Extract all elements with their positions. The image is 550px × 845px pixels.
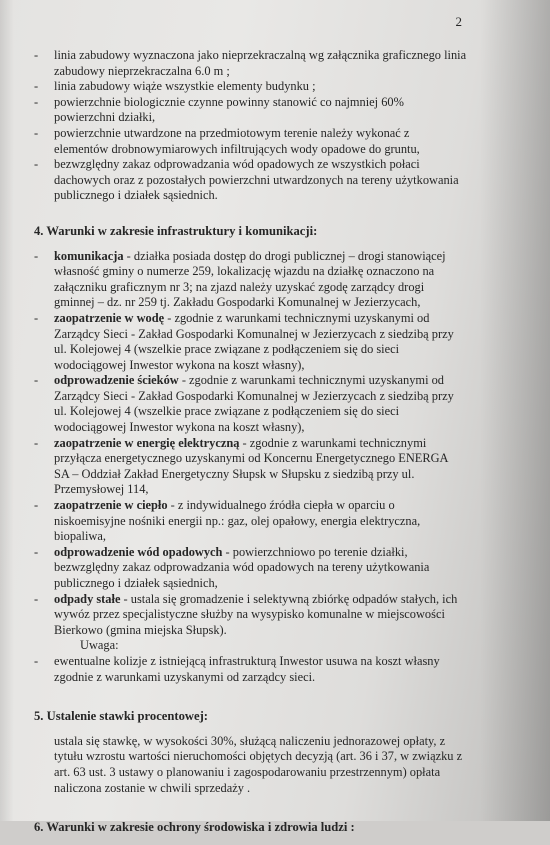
page-number: 2 [455, 14, 462, 29]
list-item [34, 79, 480, 95]
list-item-line: dachowych oraz z pozostałych powierzchni utwardzonych na tereny użytkowania [54, 172, 459, 187]
infrastructure-item-line [54, 249, 480, 265]
list-item [34, 126, 480, 157]
bullet-dash: - [34, 94, 39, 109]
infrastructure-item-line [54, 498, 480, 514]
infrastructure-item-line: ul. Kolejowej 4 (wszelkie prace związane z podłączeniem się do sieci [54, 342, 400, 357]
list-item [34, 157, 480, 204]
bullet-dash: - [34, 373, 39, 388]
section-5-line-4: naliczona zostanie w chwili sprzedaży . [54, 780, 251, 795]
infrastructure-item-line [54, 311, 480, 327]
section-5-line-3: art. 63 ust. 3 ustawy o planowaniu i zagospodarowaniu przestrzennym) opłata [54, 764, 441, 779]
list-item [34, 95, 480, 126]
list-item-line: powierzchnie utwardzone na przedmiotowym terenie należy wykonać z [54, 125, 410, 140]
infrastructure-item-line: własność gminy o numerze 259, lokalizację wjazdu na działkę oznaczono na [54, 264, 435, 279]
infrastructure-item-line [54, 373, 480, 389]
note-line-2: zgodnie z warunkami uzyskanymi od zarządcy sieci. [54, 669, 316, 684]
note-item [34, 654, 480, 685]
infrastructure-item-line: bezwzględny zakaz odprowadzania wód opadowych na tereny użytkowania [54, 560, 430, 575]
bullet-dash: - [34, 125, 39, 140]
bullet-dash: - [34, 310, 39, 325]
infrastructure-item [34, 498, 480, 545]
infrastructure-item [34, 373, 480, 435]
bullet-dash: - [34, 544, 39, 559]
note-label: Uwaga: [80, 638, 119, 653]
infrastructure-item-title: zaopatrzenie w wodę [54, 310, 165, 325]
bullet-dash: - [34, 157, 39, 172]
infrastructure-item-line: biopaliwa, [54, 529, 106, 544]
infrastructure-item [34, 436, 480, 498]
infrastructure-item-line: niskoemisyjne nośniki energii np.: gaz, olej opałowy, energia elektryczna, [54, 513, 421, 528]
infrastructure-item-title: odprowadzenie ścieków [54, 373, 179, 388]
infrastructure-item [34, 545, 480, 592]
infrastructure-item-line: Bierkowo (gmina miejska Słupsk). [54, 622, 227, 637]
infrastructure-item-line: SA – Oddział Zakład Energetyczny Słupsk w Słupsku z siedzibą przy ul. [54, 466, 415, 481]
infrastructure-list [34, 249, 480, 639]
infrastructure-item-line [54, 592, 480, 608]
bullet-dash: - [34, 653, 39, 668]
bullet-dash: - [34, 248, 39, 263]
infrastructure-item-line: ul. Kolejowej 4 (wszelkie prace związane z podłączeniem się do sieci [54, 404, 400, 419]
bullet-dash: - [34, 498, 39, 513]
infrastructure-item-title: odprowadzenie wód opadowych [54, 544, 223, 559]
list-item-line: elementów drobnowymiarowych infiltrujących wody opadowe do gruntu, [54, 141, 420, 156]
list-item-line: powierzchnie biologicznie czynne powinny stanowić co najmniej 60% [54, 94, 404, 109]
bullet-dash: - [34, 591, 39, 606]
infrastructure-item-line: wodociągowej Inwestor wykona na koszt własny), [54, 357, 305, 372]
list-item-line: publicznego i działek sąsiednich. [54, 188, 218, 203]
infrastructure-item-line: wywóz przez specjalistyczne służby na wysypisko komunalne w miejscowości [54, 607, 445, 622]
infrastructure-item-line: gminnej – dz. nr 259 tj. Zakładu Gospodarki Komunalnej w Jezierzycach, [54, 295, 421, 310]
infrastructure-item-text: - powierzchniowo po terenie działki, [222, 544, 408, 559]
infrastructure-item-title: komunikacja [54, 248, 124, 263]
infrastructure-item-title: odpady stałe [54, 591, 121, 606]
infrastructure-item-text: - zgodnie z warunkami technicznymi uzyskanymi od [164, 310, 430, 325]
section-5-line-2: tytułu wzrostu wartości nieruchomości objętych decyzją (art. 36 i 37, w związku z [54, 749, 463, 764]
list-item-line: linia zabudowy wiąże wszystkie elementy budynku ; [54, 79, 316, 94]
page-shadow-right [480, 0, 550, 821]
document-body [34, 48, 480, 845]
list-item-line: bezwzględny zakaz odprowadzania wód opadowych ze wszystkich połaci [54, 157, 420, 172]
section-5-heading: 5. Ustalenie stawki procentowej: [34, 709, 208, 724]
infrastructure-item-text: - działka posiada dostęp do drogi publicznej – drogi stanowiącej [123, 248, 446, 263]
section-5-line-1: ustala się stawkę, w wysokości 30%, służącą naliczeniu jednorazowej opłaty, z [54, 733, 446, 748]
infrastructure-item-line: Zarządcy Sieci - Zakład Gospodarki Komunalnej w Jezierzycach z siedzibą przy [54, 326, 454, 341]
bullet-dash: - [34, 48, 39, 62]
infrastructure-item-text: - zgodnie z warunkami technicznymi [239, 435, 427, 450]
building-conditions-list [34, 48, 480, 204]
infrastructure-item-title: zaopatrzenie w energię elektryczną [54, 435, 240, 450]
infrastructure-item-title: zaopatrzenie w ciepło [54, 498, 168, 513]
infrastructure-item [34, 311, 480, 373]
section-4-heading: 4. Warunki w zakresie infrastruktury i komunikacji: [34, 223, 318, 238]
infrastructure-item-line [54, 436, 480, 452]
infrastructure-item-line: przyłącza energetycznego uzyskanymi od Koncernu Energetycznego ENERGA [54, 451, 449, 466]
bullet-dash: - [34, 435, 39, 450]
infrastructure-item-text: - ustala się gromadzenie i selektywną zbiórkę odpadów stałych, ich [120, 591, 458, 606]
infrastructure-item-line: Zarządcy Sieci - Zakład Gospodarki Komunalnej w Jezierzycach z siedzibą przy [54, 388, 454, 403]
list-item-line: zabudowy nieprzekraczalna 6.0 m ; [54, 63, 230, 78]
infrastructure-item-line: załączniku graficznym nr 3; na zjazd należy uzyskać zgodę zarządcy drogi [54, 279, 425, 294]
note-line-1: ewentualne kolizje z istniejącą infrastrukturą Inwestor usuwa na koszt własny [54, 653, 440, 668]
infrastructure-item-line: publicznego i działek sąsiednich, [54, 576, 218, 590]
infrastructure-item-text: - zgodnie z warunkami technicznymi uzyskanymi od [178, 373, 445, 388]
infrastructure-item-line: wodociągowej Inwestor wykona na koszt własny), [54, 420, 305, 435]
section-6-heading: 6. Warunki w zakresie ochrony środowiska i zdrowia ludzi : [34, 820, 355, 835]
list-item-line: linia zabudowy wyznaczona jako nieprzekraczalną wg załącznika graficznego linia [54, 48, 467, 62]
list-item-line: powierzchni działki, [54, 110, 156, 125]
bullet-dash: - [34, 79, 39, 94]
infrastructure-item-text: - z indywidualnego źródła ciepła w oparciu o [167, 498, 395, 513]
infrastructure-item [34, 249, 480, 311]
page-shadow-left [0, 0, 14, 821]
list-item [34, 48, 480, 79]
infrastructure-item [34, 592, 480, 639]
infrastructure-item-line [54, 545, 480, 561]
infrastructure-item-line: Przemysłowej 114, [54, 482, 149, 497]
